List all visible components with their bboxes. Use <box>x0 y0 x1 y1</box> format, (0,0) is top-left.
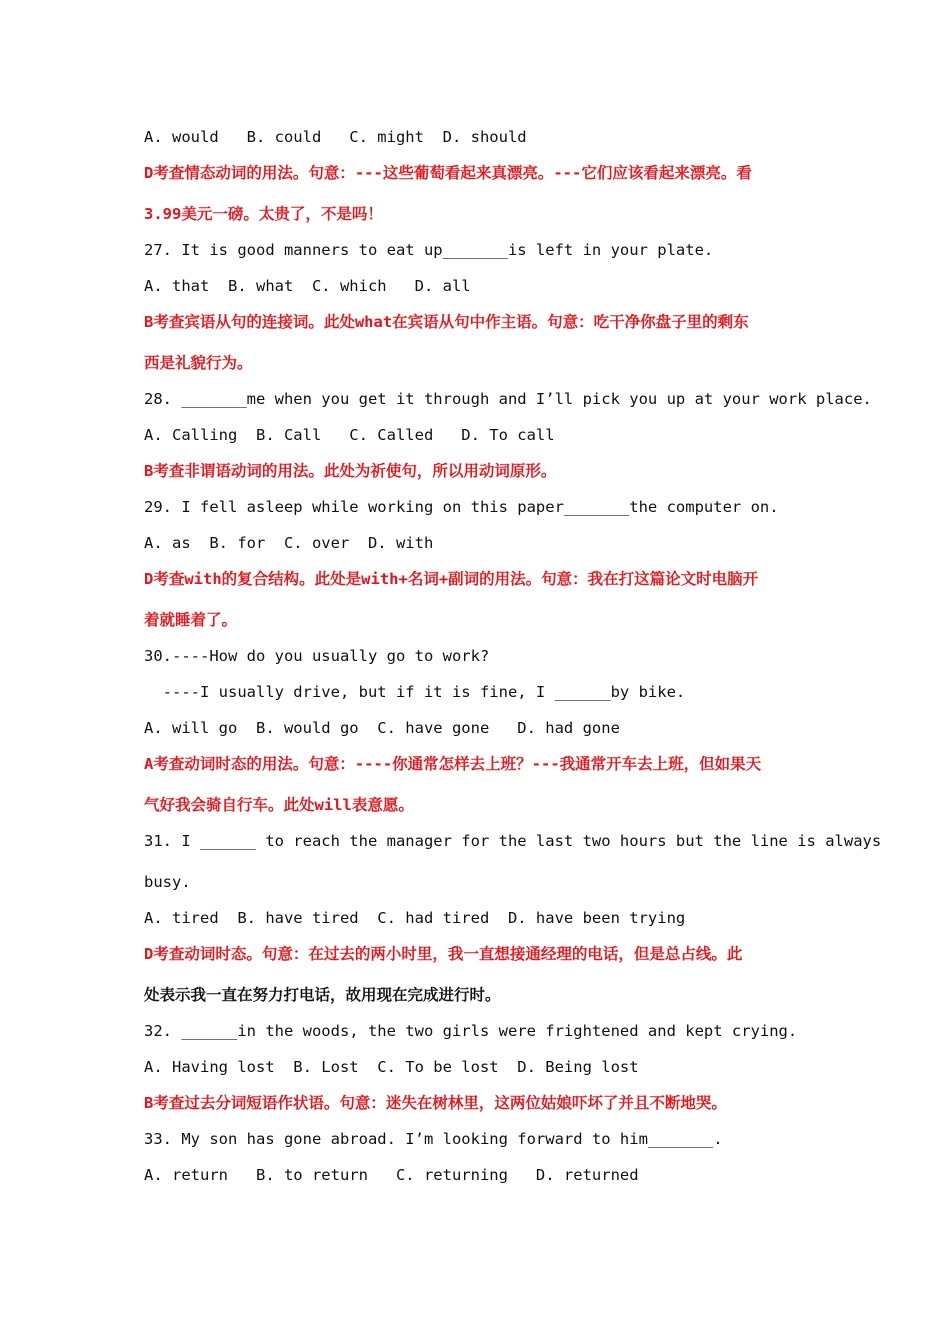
answer-27-line2: 西是礼貌行为。 <box>144 354 253 372</box>
options-31: A. tired B. have tired C. had tired D. have been trying <box>144 909 686 927</box>
question-32: 32. ______in the woods, the two girls were frightened and kept crying. <box>144 1022 798 1040</box>
answer-32: B考查过去分词短语作状语。句意：迷失在树林里，这两位姑娘吓坏了并且不断地哭。 <box>144 1094 727 1112</box>
options-33: A. return B. to return C. returning D. returned <box>144 1166 639 1184</box>
question-31-line2: busy. <box>144 873 191 891</box>
options-27: A. that B. what C. which D. all <box>144 277 471 295</box>
options-26: A. would B. could C. might D. should <box>144 128 527 146</box>
answer-31-line1: D考查动词时态。句意：在过去的两小时里，我一直想接通经理的电话，但是总占线。此 <box>144 945 743 963</box>
options-30: A. will go B. would go C. have gone D. had gone <box>144 719 620 737</box>
answer-27-line1: B考查宾语从句的连接词。此处what在宾语从句中作主语。句意：吃干净你盘子里的剩东 <box>144 313 749 331</box>
answer-30-line2: 气好我会骑自行车。此处will表意愿。 <box>144 796 414 814</box>
answer-30-line1: A考查动词时态的用法。句意：----你通常怎样去上班？---我通常开车去上班，但如果天 <box>144 755 762 773</box>
answer-26-line1: D考查情态动词的用法。句意：---这些葡萄看起来真漂亮。---它们应该看起来漂亮。看 <box>144 164 752 182</box>
question-33: 33. My son has gone abroad. I’m looking forward to him_______. <box>144 1130 723 1148</box>
question-28: 28. _______me when you get it through and I’ll pick you up at your work place. <box>144 390 872 408</box>
question-31-line1: 31. I ______ to reach the manager for the last two hours but the line is always <box>144 832 882 850</box>
answer-31-line2: 处表示我一直在努力打电话，故用现在完成进行时。 <box>144 986 501 1004</box>
question-30-line1: 30.----How do you usually go to work? <box>144 647 490 665</box>
options-32: A. Having lost B. Lost C. To be lost D. Being lost <box>144 1058 639 1076</box>
options-28: A. Calling B. Call C. Called D. To call <box>144 426 555 444</box>
answer-29-line1: D考查with的复合结构。此处是with+名词+副词的用法。句意：我在打这篇论文时电脑开 <box>144 570 759 588</box>
question-27: 27. It is good manners to eat up_______is left in your plate. <box>144 241 714 259</box>
answer-26-line2: 3.99美元一磅。太贵了，不是吗！ <box>144 205 383 223</box>
answer-29-line2: 着就睡着了。 <box>144 611 238 629</box>
question-30-line2: ----I usually drive, but if it is fine, I ______by bike. <box>144 683 686 701</box>
options-29: A. as B. for C. over D. with <box>144 534 434 552</box>
question-29: 29. I fell asleep while working on this paper_______the computer on. <box>144 498 779 516</box>
answer-28: B考查非谓语动词的用法。此处为祈使句，所以用动词原形。 <box>144 462 557 480</box>
